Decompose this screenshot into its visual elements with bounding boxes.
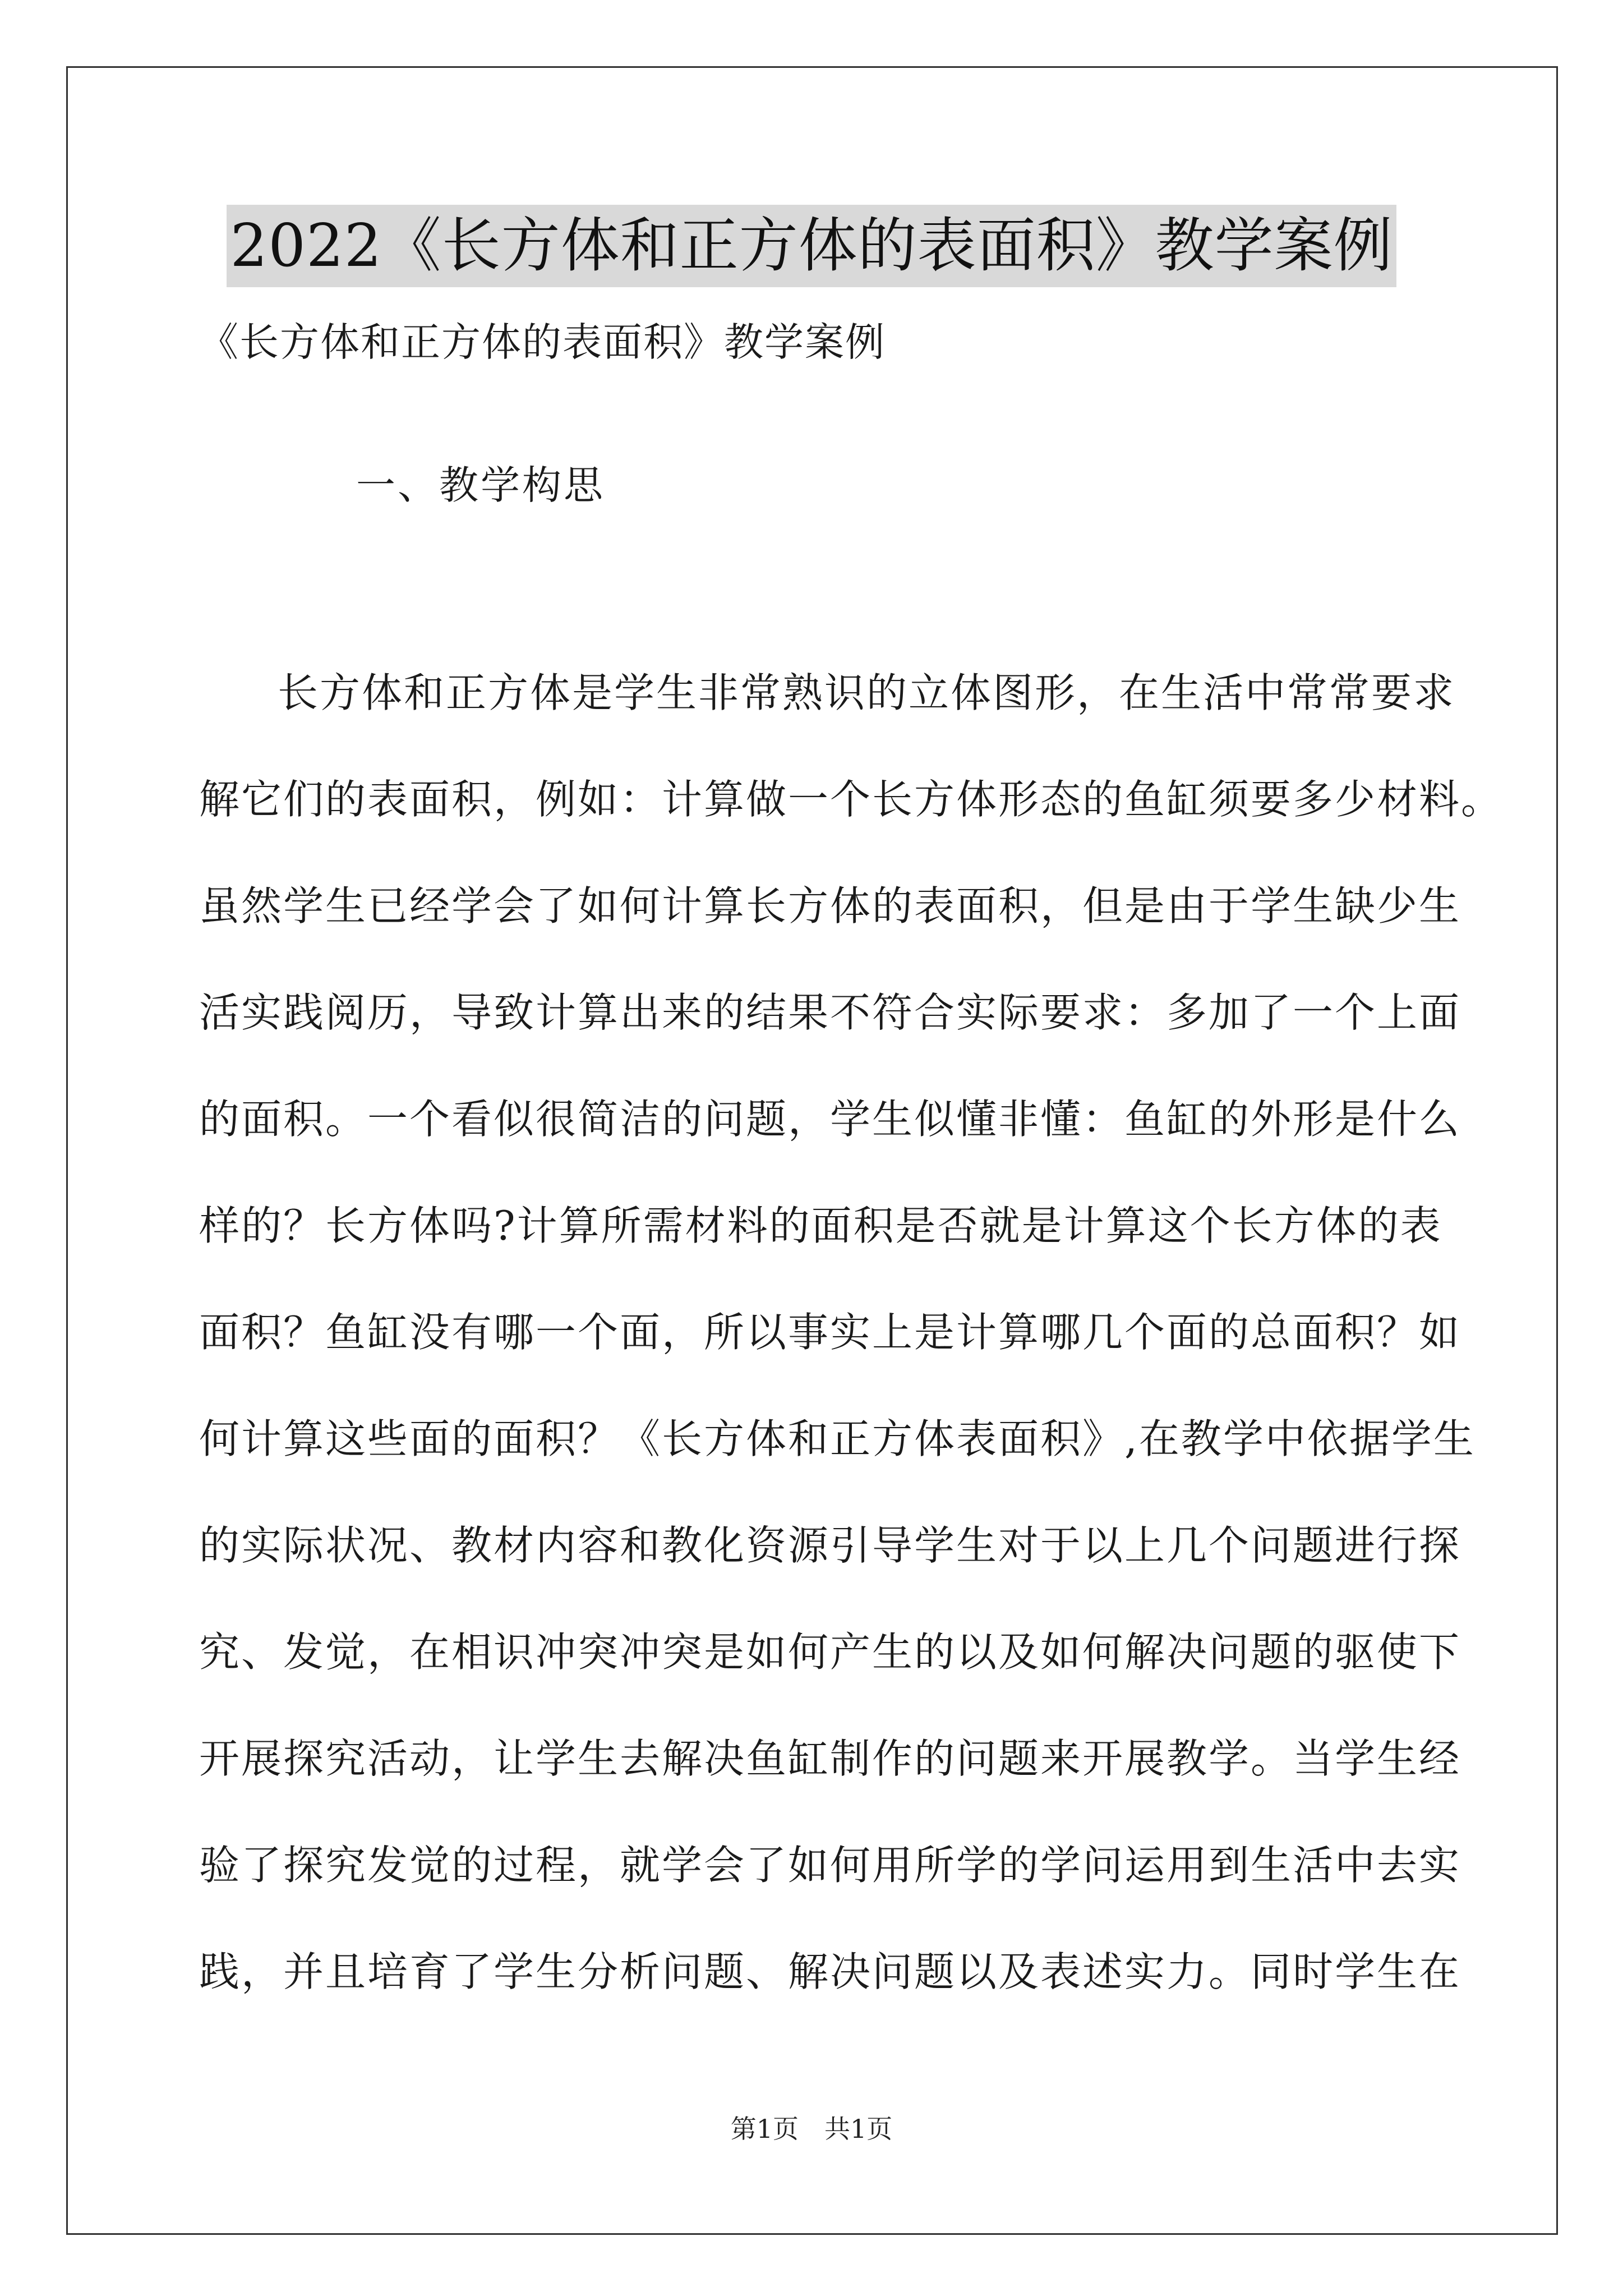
- paragraph-line: 样的？长方体吗?计算所需材料的面积是否就是计算这个长方体的表: [199, 1202, 1442, 1249]
- paragraph-line: 长方体和正方体是学生非常熟识的立体图形，在生活中常常要求: [278, 669, 1456, 716]
- section-heading: 一、教学构思: [356, 462, 605, 508]
- paragraph-line: 践，并且培育了学生分析问题、解决问题以及表述实力。同时学生在: [199, 1948, 1461, 1995]
- paragraph-line: 活实践阅历，导致计算出来的结果不符合实际要求：多加了一个上面: [199, 989, 1461, 1036]
- document-title: 2022《长方体和正方体的表面积》教学案例: [227, 205, 1396, 287]
- paragraph-line: 虽然学生已经学会了如何计算长方体的表面积，但是由于学生缺少生: [199, 882, 1461, 930]
- paragraph-line: 解它们的表面积，例如：计算做一个长方体形态的鱼缸须要多少材料。: [199, 776, 1504, 823]
- page-border: [66, 66, 1558, 2235]
- paragraph-line: 的面积。一个看似很简洁的问题，学生似懂非懂：鱼缸的外形是什么: [199, 1096, 1461, 1143]
- page-footer: 第1页 共1页: [730, 2114, 893, 2144]
- title-container: [0, 205, 1623, 287]
- paragraph-line: 究、发觉，在相识冲突冲突是如何产生的以及如何解决问题的驱使下: [199, 1628, 1461, 1676]
- paragraph-line: 面积？鱼缸没有哪一个面，所以事实上是计算哪几个面的总面积？如: [199, 1309, 1461, 1356]
- document-subtitle: 《长方体和正方体的表面积》教学案例: [199, 319, 886, 365]
- paragraph-line: 的实际状况、教材内容和教化资源引导学生对于以上几个问题进行探: [199, 1522, 1461, 1569]
- paragraph-line: 验了探究发觉的过程，就学会了如何用所学的学问运用到生活中去实: [199, 1842, 1461, 1889]
- paragraph-line: 何计算这些面的面积？《长方体和正方体表面积》,在教学中依据学生: [199, 1415, 1476, 1462]
- paragraph-line: 开展探究活动，让学生去解决鱼缸制作的问题来开展教学。当学生经: [199, 1735, 1461, 1782]
